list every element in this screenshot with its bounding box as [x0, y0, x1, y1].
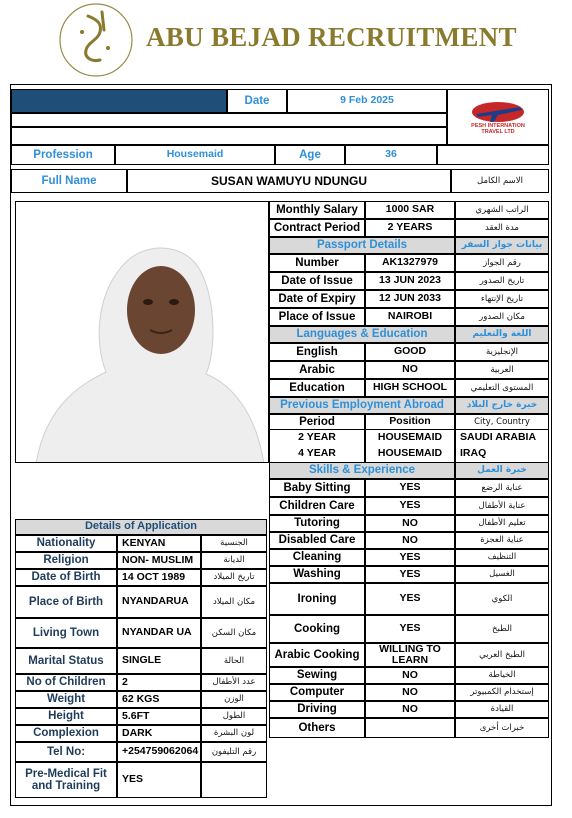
detail-label: Pre-Medical Fit and Training — [15, 762, 117, 798]
issue-date-value: 13 JUN 2023 — [365, 272, 455, 290]
detail-ar: الوزن — [201, 691, 267, 708]
detail-ar: الديانة — [201, 552, 267, 569]
detail-value: NON- MUSLIM — [117, 552, 201, 569]
skill-label: Driving — [269, 701, 365, 718]
fullname-ar: الاسم الكامل — [451, 169, 549, 193]
detail-value: NYANDAR UA — [117, 618, 201, 648]
detail-ar: لون البشرة — [201, 725, 267, 742]
employment-country: SAUDI ARABIA — [455, 430, 549, 446]
skill-ar: الخياطة — [455, 667, 549, 684]
skill-ar: التنظيف — [455, 549, 549, 566]
skill-label: Baby Sitting — [269, 479, 365, 497]
blank-row — [11, 113, 447, 127]
brand-title: ABU BEJAD RECRUITMENT — [146, 22, 517, 52]
skill-ar: الطبخ العربي — [455, 643, 549, 667]
detail-ar: مكان السكن — [201, 618, 267, 648]
passport-number-label: Number — [269, 254, 365, 272]
detail-ar: الجنسية — [201, 535, 267, 552]
skill-ar: عناية الأطفال — [455, 497, 549, 515]
detail-ar: الطول — [201, 708, 267, 725]
issue-date-ar: تاريخ الصدور — [455, 272, 549, 290]
detail-ar: عدد الأطفال — [201, 674, 267, 691]
age-value: 36 — [345, 145, 437, 165]
detail-ar: تاريخ الميلاد — [201, 569, 267, 586]
passport-number-ar: رقم الجواز — [455, 254, 549, 272]
detail-value: 5.6FT — [117, 708, 201, 725]
skill-label: Cooking — [269, 615, 365, 643]
skill-ar: عناية العجزة — [455, 532, 549, 549]
agency-name-line2: TRAVEL LTD — [481, 129, 515, 135]
skill-ar: خبرات أخرى — [455, 718, 549, 738]
applicant-photo — [15, 201, 269, 463]
education-label: Education — [269, 379, 365, 397]
previous-employment-header: Previous Employment Abroad — [269, 397, 455, 414]
date-value: 9 Feb 2025 — [287, 89, 447, 113]
profession-label: Profession — [11, 145, 115, 165]
skill-label: Arabic Cooking — [269, 643, 365, 667]
employment-period: 2 YEAR — [269, 430, 365, 446]
issue-place-value: NAIROBI — [365, 308, 455, 326]
arabic-ar: العربية — [455, 361, 549, 379]
skill-value: YES — [365, 566, 455, 583]
english-ar: الإنجليزية — [455, 343, 549, 361]
passport-header-ar: بيانات جواز السفر — [455, 237, 549, 254]
education-value: HIGH SCHOOL — [365, 379, 455, 397]
skill-label: Tutoring — [269, 515, 365, 532]
blank-row — [11, 127, 447, 145]
skill-value: NO — [365, 701, 455, 718]
skill-label: Sewing — [269, 667, 365, 684]
english-value: GOOD — [365, 343, 455, 361]
city-heading: City, Country — [455, 414, 549, 430]
skill-ar: الكوي — [455, 583, 549, 615]
skill-value: NO — [365, 532, 455, 549]
agency-name-line1: PESH INTERNATION — [471, 123, 525, 130]
detail-value: NYANDARUA — [117, 586, 201, 618]
detail-ar: الحالة — [201, 648, 267, 674]
skill-value: WILLING TO LEARN — [365, 643, 455, 667]
languages-header-ar: اللغة والتعليم — [455, 326, 549, 343]
detail-label: Date of Birth — [15, 569, 117, 586]
detail-value: SINGLE — [117, 648, 201, 674]
arabic-value: NO — [365, 361, 455, 379]
detail-label: Living Town — [15, 618, 117, 648]
position-heading: Position — [365, 414, 455, 430]
header-band — [11, 89, 227, 113]
languages-header: Languages & Education — [269, 326, 455, 343]
skill-value — [365, 718, 455, 738]
contract-ar: مدة العقد — [455, 219, 549, 237]
skill-value: NO — [365, 667, 455, 684]
detail-label: Tel No: — [15, 742, 117, 762]
agency-logo-box — [447, 89, 549, 145]
salary-value: 1000 SAR — [365, 201, 455, 219]
skills-header: Skills & Experience — [269, 462, 455, 479]
skill-value: YES — [365, 549, 455, 566]
skill-value: YES — [365, 615, 455, 643]
employment-position: HOUSEMAID — [365, 430, 455, 446]
detail-label: Nationality — [15, 535, 117, 552]
detail-label: Weight — [15, 691, 117, 708]
detail-value: DARK — [117, 725, 201, 742]
detail-label: Religion — [15, 552, 117, 569]
detail-value: KENYAN — [117, 535, 201, 552]
employment-position: HOUSEMAID — [365, 446, 455, 462]
details-header: Details of Application — [15, 519, 267, 535]
date-label: Date — [227, 89, 287, 113]
detail-label: Complexion — [15, 725, 117, 742]
skill-label: Cleaning — [269, 549, 365, 566]
detail-value: +254759062064 — [117, 742, 201, 762]
skill-ar: القيادة — [455, 701, 549, 718]
issue-date-label: Date of Issue — [269, 272, 365, 290]
detail-label: Place of Birth — [15, 586, 117, 618]
detail-value: YES — [117, 762, 201, 798]
detail-label: Height — [15, 708, 117, 725]
education-ar: المستوى التعليمي — [455, 379, 549, 397]
expiry-date-value: 12 JUN 2033 — [365, 290, 455, 308]
skill-label: Ironing — [269, 583, 365, 615]
detail-ar — [201, 762, 267, 798]
skill-value: YES — [365, 583, 455, 615]
period-heading: Period — [269, 414, 365, 430]
agency-logo — [58, 2, 134, 78]
skill-value: NO — [365, 684, 455, 701]
skill-ar: عناية الرضع — [455, 479, 549, 497]
skill-ar: تعليم الأطفال — [455, 515, 549, 532]
issue-place-label: Place of Issue — [269, 308, 365, 326]
expiry-date-label: Date of Expiry — [269, 290, 365, 308]
detail-value: 2 — [117, 674, 201, 691]
page-header — [0, 0, 572, 82]
skill-ar: الطبخ — [455, 615, 549, 643]
detail-ar: رقم التليفون — [201, 742, 267, 762]
skill-label: Washing — [269, 566, 365, 583]
fullname-value: SUSAN WAMUYU NDUNGU — [127, 169, 451, 193]
salary-ar: الراتب الشهري — [455, 201, 549, 219]
profession-value: Housemaid — [115, 145, 275, 165]
passport-number-value: AK1327979 — [365, 254, 455, 272]
issue-place-ar: مكان الصدور — [455, 308, 549, 326]
skill-label: Disabled Care — [269, 532, 365, 549]
passport-header: Passport Details — [269, 237, 455, 254]
detail-label: No of Children — [15, 674, 117, 691]
skill-label: Children Care — [269, 497, 365, 515]
skill-label: Others — [269, 718, 365, 738]
skill-ar: إستخدام الكمبيوتر — [455, 684, 549, 701]
employment-period: 4 YEAR — [269, 446, 365, 462]
portrait-image — [16, 202, 269, 463]
skills-header-ar: خبرة العمل — [455, 462, 549, 479]
skill-value: YES — [365, 479, 455, 497]
salary-label: Monthly Salary — [269, 201, 365, 219]
expiry-date-ar: تاريخ الإنتهاء — [455, 290, 549, 308]
previous-employment-header-ar: خبرة خارج البلاد — [455, 397, 549, 414]
contract-label: Contract Period — [269, 219, 365, 237]
blank-cell — [437, 145, 549, 165]
skill-value: YES — [365, 497, 455, 515]
english-label: English — [269, 343, 365, 361]
detail-value: 62 KGS — [117, 691, 201, 708]
employment-country: IRAQ — [455, 446, 549, 462]
application-sheet — [10, 84, 552, 806]
detail-value: 14 OCT 1989 — [117, 569, 201, 586]
detail-ar: مكان الميلاد — [201, 586, 267, 618]
detail-label: Marital Status — [15, 648, 117, 674]
contract-value: 2 YEARS — [365, 219, 455, 237]
skill-ar: الغسيل — [455, 566, 549, 583]
age-label: Age — [275, 145, 345, 165]
skill-label: Computer — [269, 684, 365, 701]
arabic-label: Arabic — [269, 361, 365, 379]
skill-value: NO — [365, 515, 455, 532]
airplane-icon — [468, 98, 528, 124]
fullname-label: Full Name — [11, 169, 127, 193]
